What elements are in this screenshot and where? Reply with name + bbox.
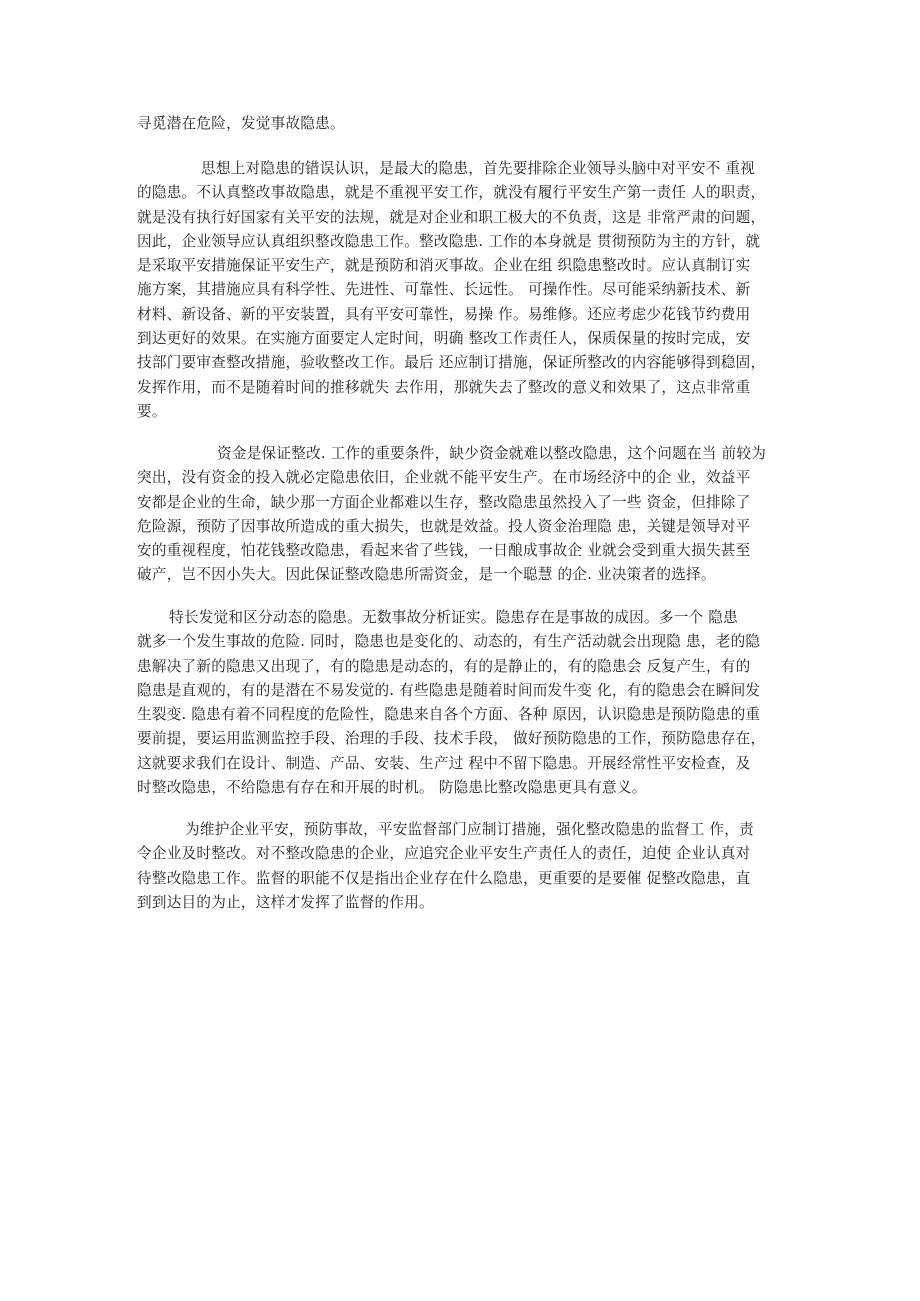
paragraph-dynamic-hazards bbox=[137, 606, 787, 800]
text-line: 施方案，其措施应具有科学性、先进性、可靠性、长远性。 可操作性。尽可能采纳新技术、新 bbox=[137, 281, 751, 299]
text-line: 特长发觉和区分动态的隐患。无数事故分析证实。隐患存在是事故的成因。多一个 隐患 bbox=[169, 609, 738, 626]
text-line: 令企业及时整改。对不整改隐患的企业，应追究企业平安生产责任人的责任，迫使 企业认真对 bbox=[137, 845, 751, 863]
text-line: 到到达目的为止，这样才发挥了监督的作用。 bbox=[137, 893, 434, 911]
text-line: 是采取平安措施保证平安生产，就是预防和消灭事故。企业在组 织隐患整改时。应认真制订实 bbox=[137, 257, 751, 275]
text-line: 就多一个发生事故的危险. 同时，隐患也是变化的、动态的，有生产活动就会出现隐 患，老的隐 bbox=[137, 633, 761, 651]
text-line: 时整改隐患，不给隐患有存在和开展的时机。 防隐患比整改隐患更具有意义。 bbox=[137, 779, 647, 797]
text-line: 寻觅潜在危险，发觉事故隐患。 bbox=[137, 115, 345, 132]
text-line: 待整改隐患工作。监督的职能不仅是指出企业存在什么隐患，更重要的是要催 促整改隐患，直 bbox=[137, 869, 751, 887]
text-line: 就是没有执行好国家有关平安的法规，就是对企业和职工极大的不负责，这是 非常严肃的问题， bbox=[137, 208, 766, 226]
text-line: 生裂变. 隐患有着不同程度的危险性，隐患来自各个方面、各种 原因，认识隐患是预防隐患的重 bbox=[137, 706, 761, 724]
paragraph-mindset bbox=[137, 157, 787, 424]
text-line: 危险源，预防了因事故所造成的重大损失，也就是效益。投人资金治理隐 患，关键是领导对平 bbox=[137, 517, 751, 535]
paragraph-intro bbox=[137, 112, 787, 136]
text-line: 破产，岂不因小失大。因此保证整改隐患所需资金，是一个聪慧 的企. 业决策者的选择。 bbox=[137, 566, 716, 584]
text-line: 安的重视程度，怕花钱整改隐患，看起来省了些钱，一日酿成事故企 业就会受到重大损失甚至 bbox=[137, 542, 751, 560]
text-line: 安都是企业的生命，缺少那一方面企业都难以生存，整改隐患虽然投入了一些 资金，但排除了 bbox=[137, 493, 751, 511]
text-line: 到达更好的效果。在实施方面要定人定时间，明确 整改工作责任人，保质保量的按时完成，安 bbox=[137, 330, 751, 348]
text-line: 隐患是直观的，有的是潜在不易发觉的. 有些隐患是随着时间而发牛变 化，有的隐患会在瞬间发 bbox=[137, 681, 761, 699]
text-line: 资金是保证整改. 工作的重要条件，缺少资金就难以整改隐患，这个问题在当 前较为 bbox=[217, 445, 767, 462]
text-line: 要。 bbox=[137, 402, 167, 420]
text-line: 患解决了新的隐患又出现了，有的隐患是动态的，有的是静止的，有的隐患会 反复产生，有的 bbox=[137, 657, 751, 675]
paragraph-supervision bbox=[137, 818, 787, 915]
text-line: 要前提，要运用监测监控手段、治理的手段、技术手段， 做好预防隐患的工作，预防隐患存在， bbox=[137, 730, 766, 748]
text-line: 这就要求我们在设计、制造、产品、安装、生产过 程中不留下隐患。开展经常性平安检查，及 bbox=[137, 754, 751, 772]
text-line: 因此，企业领导应认真组织整改隐患工作。整改隐患. 工作的本身就是 贯彻预防为主的方针，就 bbox=[137, 232, 761, 250]
text-line: 为维护企业平安，预防事故，平安监督部门应制订措施，强化整改隐患的监督工 作，责 bbox=[185, 821, 754, 838]
text-line: 发挥作用，而不是随着时间的推移就失 去作用，那就失去了整改的意义和效果了，这点非常重 bbox=[137, 378, 751, 396]
text-line: 技部门要审查整改措施，验收整改工作。最后 还应制订措施，保证所整改的内容能够得到稳固， bbox=[137, 354, 766, 372]
paragraph-funding bbox=[137, 442, 787, 588]
text-line: 材料、新设备、新的平安装置，具有平安可靠性，易操 作。易维修。还应考虑少花钱节约费用 bbox=[137, 305, 751, 323]
text-line: 思想上对隐患的错误认识，是最大的隐患，首先要排除企业领导头脑中对平安不 重视 bbox=[201, 160, 756, 177]
text-line: 突出，没有资金的投入就必定隐患依旧，企业就不能平安生产。在市场经济中的企 业，效益平 bbox=[137, 469, 751, 487]
text-line: 的隐患。不认真整改事故隐患，就是不重视平安工作，就没有履行平安生产第一责任 人的职责， bbox=[137, 184, 766, 202]
